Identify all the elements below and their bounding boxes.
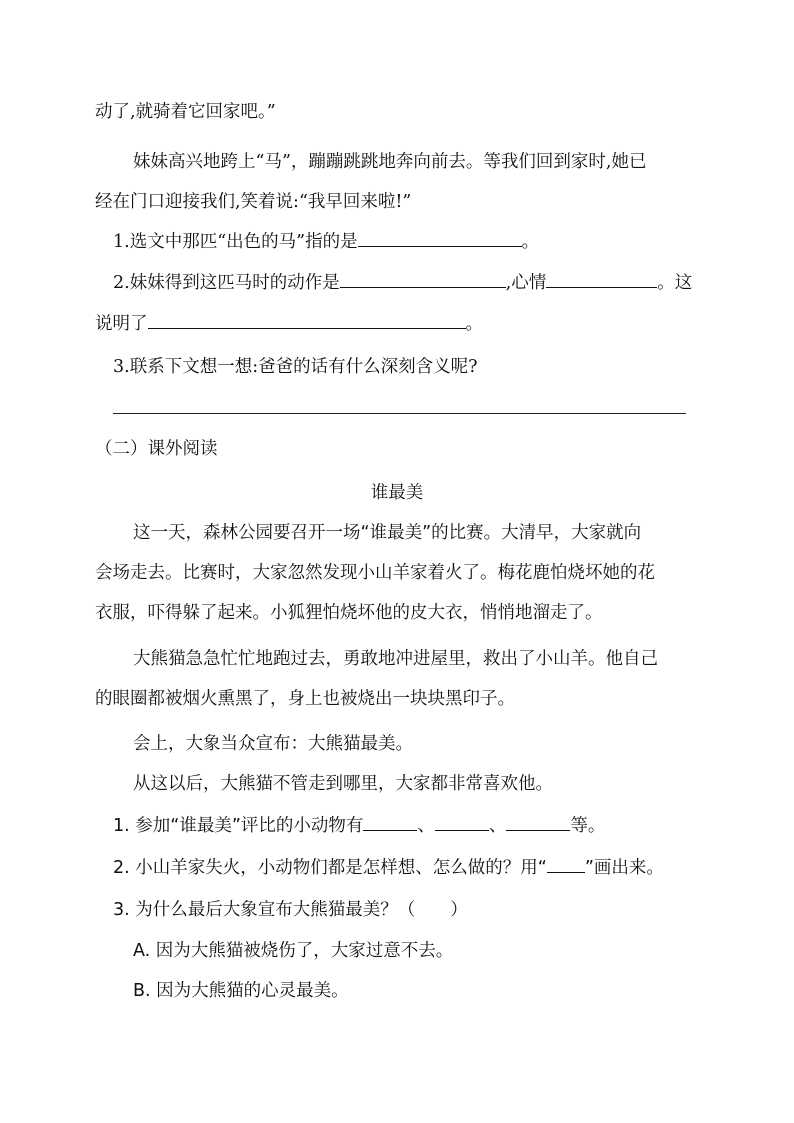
question-2-cont	[95, 312, 483, 336]
question-text: ”画出来。	[584, 858, 664, 878]
passage-line: 动了,就骑着它回家吧。”	[95, 102, 276, 122]
passage-line: 的眼圈都被烟火熏黑了，身上也被烧出一块块黑印子。	[95, 689, 515, 709]
question-text: ,心情	[505, 273, 547, 293]
question-text: 说明了	[95, 314, 148, 334]
punctuation: 。这	[657, 273, 693, 293]
question-text: 2. 小山羊家失火，小动物们都是怎样想、怎么做的？用“	[113, 858, 547, 878]
question-text: 等。	[570, 816, 606, 836]
answer-blank[interactable]	[148, 312, 466, 329]
answer-blank[interactable]	[358, 230, 522, 247]
passage-line: 妹妹高兴地跨上“马”，蹦蹦跳跳地奔向前去。等我们回到家时,她已	[133, 152, 647, 172]
answer-blank[interactable]	[506, 814, 570, 831]
passage-line: 衣服，吓得躲了起来。小狐狸怕烧坏他的皮大衣，悄悄地溜走了。	[95, 603, 603, 623]
section-heading: （二）课外阅读	[95, 439, 218, 459]
underline-sample	[547, 856, 585, 873]
question-2	[113, 856, 664, 880]
passage-line: 会上，大象当众宣布：大熊猫最美。	[133, 734, 413, 754]
question-1	[113, 814, 605, 838]
passage-line: 大熊猫急急忙忙地跑过去，勇敢地冲进屋里，救出了小山羊。他自己	[133, 649, 658, 669]
answer-blank[interactable]	[340, 271, 506, 288]
passage-line: 从这以后，大熊猫不管走到哪里，大家都非常喜欢他。	[133, 774, 553, 794]
answer-blank[interactable]	[546, 271, 657, 288]
passage-line: 会场走去。比赛时，大家忽然发现小山羊家着火了。梅花鹿怕烧坏她的花	[95, 563, 655, 583]
question-1	[113, 230, 539, 254]
answer-blank[interactable]	[363, 814, 417, 831]
punctuation: 。	[465, 314, 483, 334]
passage-line: 这一天，森林公园要召开一场“谁最美”的比赛。大清早，大家就向	[133, 523, 642, 543]
separator: 、	[488, 816, 507, 836]
answer-line[interactable]	[113, 413, 686, 414]
answer-blank[interactable]	[435, 814, 489, 831]
question-3: 3.联系下文想一想:爸爸的话有什么深刻含义呢?	[113, 357, 478, 377]
question-text: 1.选文中那匹“出色的马”指的是	[113, 232, 358, 252]
option-b[interactable]: B. 因为大熊猫的心灵最美。	[133, 981, 349, 1001]
punctuation: 。	[521, 232, 540, 252]
question-text: 1. 参加“谁最美”评比的小动物有	[113, 816, 364, 836]
question-3: 3. 为什么最后大象宣布大熊猫最美？（ ）	[113, 900, 468, 920]
question-text: 2.妹妹得到这匹马时的动作是	[113, 273, 340, 293]
question-2	[113, 271, 692, 295]
passage-line: 经在门口迎接我们,笑着说:“我早回来啦!”	[95, 192, 412, 212]
story-title: 谁最美	[370, 483, 424, 503]
option-a[interactable]: A. 因为大熊猫被烧伤了，大家过意不去。	[133, 941, 454, 961]
separator: 、	[417, 816, 435, 836]
